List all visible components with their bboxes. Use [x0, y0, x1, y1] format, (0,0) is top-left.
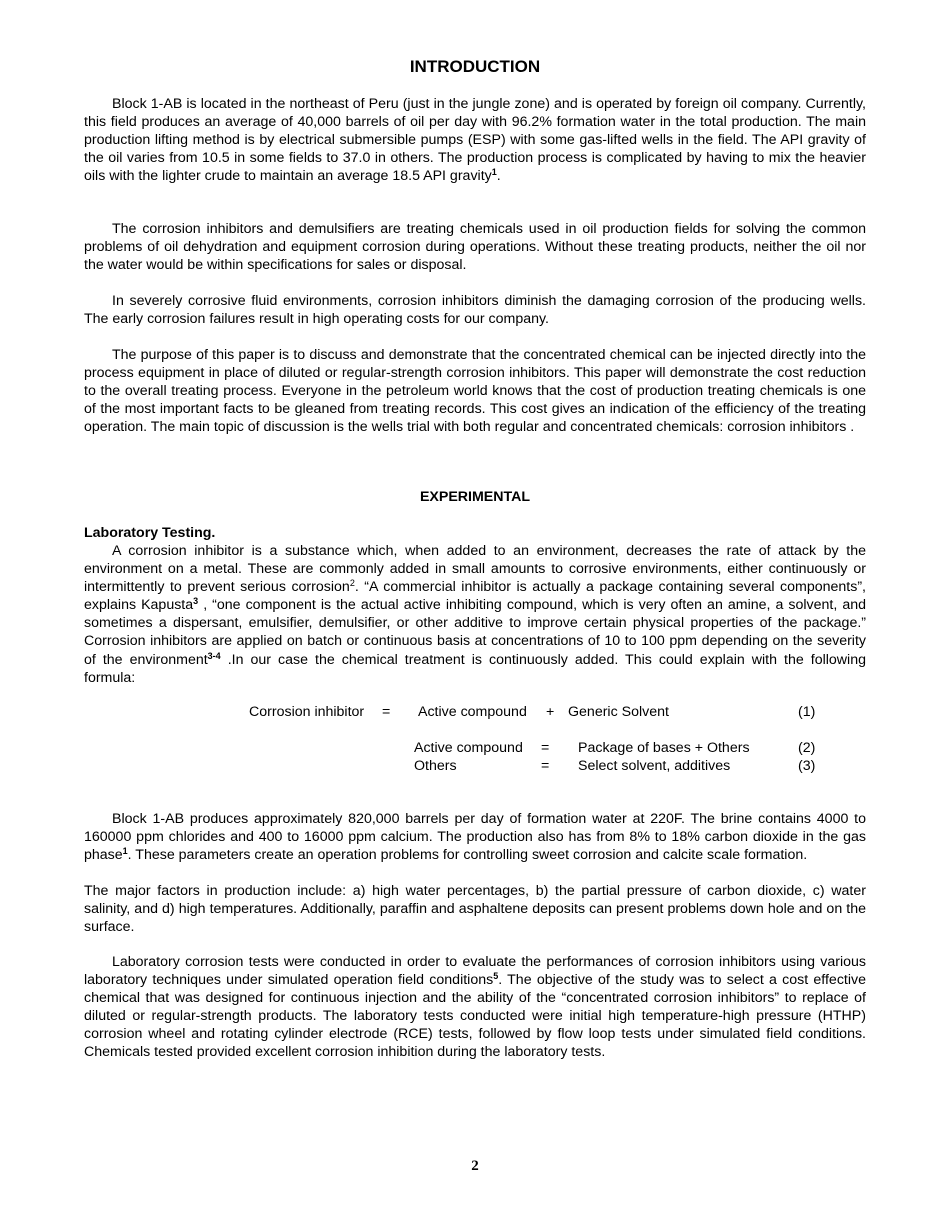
- formula-1-number: (1): [798, 704, 816, 720]
- page-number: 2: [471, 1158, 479, 1174]
- formula-3-equals: =: [541, 758, 550, 774]
- section-heading-introduction: INTRODUCTION: [409, 57, 541, 76]
- subsection-heading-laboratory-testing: Laboratory Testing.: [84, 525, 216, 541]
- formula-2-lhs: Active compound: [414, 740, 523, 756]
- formula-3-lhs: Others: [414, 758, 457, 774]
- experimental-paragraph-4: Laboratory corrosion tests were conducted in order to evaluate the performances of corrosion inhibitors using various laboratory techniques under simulated operation field conditions$^5$. The objective of the study was to select a cost effective chemical that was designed for continuous injection and the ability of the “concentrated corrosion inhibitors” to replace of diluted or regular-strength products. The laboratory tests conducted were initial high temperature-high pressure (HTHP) corrosion wheel and rotating cylinder electrode (RCE) tests, followed by flow loop tests under simulated field conditions. Chemicals tested provided excellent corrosion inhibition during the laboratory tests.: [84, 954, 866, 1061]
- reference-superscript: 3: [193, 596, 199, 607]
- section-heading-experimental: EXPERIMENTAL: [419, 489, 531, 505]
- intro-paragraph-2: The corrosion inhibitors and demulsifiers are treating chemicals used in oil production fields for solving the common problems of oil dehydration and equipment corrosion during operations. Without these treating products, neither the oil nor the water would be within specifications for sales or disposal.: [84, 221, 866, 274]
- experimental-paragraph-2: Block 1-AB produces approximately 820,000 barrels per day of formation water at 220F. The brine contains 4000 to 160000 ppm chlorides and 400 to 16000 ppm calcium. The production also has from 8% to 18% carbon dioxide in the gas phase$^1$. These parameters create an operation problems for controlling sweet corrosion and calcite scale formation.: [84, 811, 866, 864]
- intro-paragraph-4: The purpose of this paper is to discuss and demonstrate that the concentrated chemical can be injected directly into the process equipment in place of diluted or regular-strength corrosion inhibitors. This paper will demonstrate the cost reduction to the overall treating process. Everyone in the petroleum world knows that the cost of production treating chemicals is one of the most important facts to be gleaned from treating records. This cost gives an indication of the efficiency of the treating operation. The main topic of discussion is the wells trial with both regular and concentrated chemicals: corrosion inhibitors .: [84, 347, 866, 436]
- formula-1-plus: +: [546, 704, 555, 720]
- formula-2-number: (2): [798, 740, 816, 756]
- formula-1-term-2: Generic Solvent: [568, 704, 669, 720]
- experimental-paragraph-1: A corrosion inhibitor is a substance which, when added to an environment, decreases the rate of attack by the environment on a metal. These are commonly added in small amounts to corrosive environments, either continuously or intermittently to prevent serious corrosion$^2$. “A commercial inhibitor is actually a package containing several components”, explains Kapusta$^3$ , “one component is the actual active inhibiting compound, which is very often an amine, a solvent, and sometimes a dispersant, emulsifier, demulsifier, or other additive to improve certain physical properties of the package.” Corrosion inhibitors are applied on batch or continuous basis at concentrations of 10 to 100 ppm depending on the severity of the environment$^{3-4}$ .In our case the chemical treatment is continuously added. This could explain with the following formula:: [84, 543, 866, 686]
- reference-superscript: 1: [491, 167, 497, 178]
- formula-2-equals: =: [541, 740, 550, 756]
- experimental-paragraph-3: The major factors in production include: a) high water percentages, b) the partial pressure of carbon dioxide, c) water salinity, and d) high temperatures. Additionally, paraffin and asphaltene deposits can present problems down hole and on the surface.: [84, 883, 866, 936]
- reference-superscript: 3-4: [207, 650, 221, 661]
- formula-3-rhs: Select solvent, additives: [578, 758, 731, 774]
- formula-3-number: (3): [798, 758, 816, 774]
- formula-1-lhs: Corrosion inhibitor: [249, 704, 365, 720]
- intro-paragraph-1: Block 1-AB is located in the northeast of Peru (just in the jungle zone) and is operated by foreign oil company. Currently, this field produces an average of 40,000 barrels of oil per day with 96.2% formation water in the total production. The main production lifting method is by electrical submersible pumps (ESP) with some gas-lifted wells in the field. The API gravity of the oil varies from 10.5 in some fields to 37.0 in others. The production process is complicated by having to mix the heavier oils with the lighter crude to maintain an average 18.5 API gravity$^1$.: [84, 96, 866, 185]
- formula-1-equals: =: [382, 704, 391, 720]
- reference-superscript: 1: [122, 846, 128, 857]
- formula-2-rhs: Package of bases + Others: [578, 740, 750, 756]
- formula-1-term-1: Active compound: [418, 704, 527, 720]
- intro-paragraph-3: In severely corrosive fluid environments, corrosion inhibitors diminish the damaging corrosion of the producing wells. The early corrosion failures result in high operating costs for our company.: [84, 293, 866, 328]
- reference-superscript: 5: [493, 971, 499, 982]
- reference-superscript: 2: [349, 578, 355, 589]
